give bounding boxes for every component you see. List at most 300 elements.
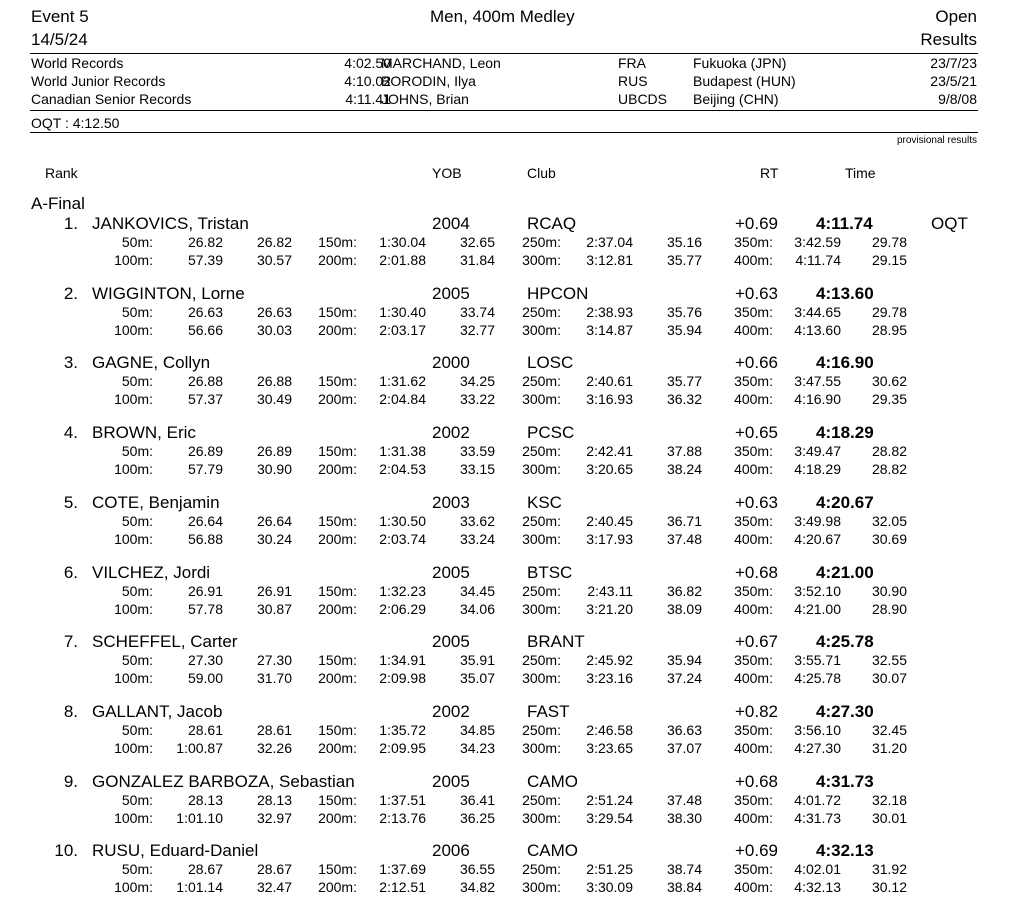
split-cumulative: 4:01.72 — [794, 792, 841, 808]
split-cumulative: 1:30.04 — [379, 234, 426, 250]
split-cumulative: 3:20.65 — [586, 461, 633, 477]
athlete-club: KSC — [527, 493, 562, 512]
record-code: UBCDS — [618, 91, 668, 107]
split-cumulative: 2:46.58 — [586, 722, 633, 738]
record-date: 23/5/21 — [930, 73, 977, 89]
split-lap: 32.65 — [459, 234, 495, 250]
split-distance: 150m: — [318, 443, 357, 459]
record-code: RUS — [618, 73, 648, 89]
split-cumulative: 3:23.65 — [586, 740, 633, 756]
final-label: A-Final — [31, 194, 85, 213]
split-cumulative: 4:02.01 — [794, 861, 841, 877]
reaction-time: +0.68 — [735, 772, 779, 791]
split-cumulative: 3:17.93 — [586, 531, 633, 547]
split-lap: 32.47 — [256, 879, 292, 895]
split-distance: 400m: — [734, 879, 773, 895]
split-lap: 35.94 — [666, 322, 702, 338]
final-time: 4:25.78 — [816, 632, 874, 651]
split-lap: 38.24 — [666, 461, 702, 477]
split-distance: 400m: — [734, 740, 773, 756]
split-distance: 100m: — [114, 391, 153, 407]
split-lap: 35.07 — [459, 670, 495, 686]
split-distance: 250m: — [522, 304, 561, 320]
athlete-club: LOSC — [527, 353, 574, 372]
record-label: Canadian Senior Records — [31, 91, 192, 107]
split-lap: 37.88 — [666, 443, 702, 459]
split-cumulative: 1:00.87 — [176, 740, 223, 756]
split-lap: 37.48 — [666, 531, 702, 547]
split-lap: 27.30 — [256, 652, 292, 668]
athlete-club: RCAQ — [527, 214, 577, 233]
split-distance: 250m: — [522, 861, 561, 877]
athlete-club: CAMO — [527, 772, 578, 791]
split-distance: 400m: — [734, 531, 773, 547]
split-lap: 30.87 — [256, 601, 292, 617]
athlete-club: BTSC — [527, 563, 573, 582]
athlete-yob: 2002 — [432, 702, 470, 721]
split-lap: 35.91 — [459, 652, 495, 668]
split-cumulative: 3:52.10 — [794, 583, 841, 599]
split-distance: 100m: — [114, 601, 153, 617]
split-lap: 32.45 — [871, 722, 907, 738]
split-cumulative: 2:12.51 — [379, 879, 426, 895]
split-lap: 28.95 — [871, 322, 907, 338]
split-cumulative: 2:03.74 — [379, 531, 426, 547]
split-distance: 300m: — [522, 601, 561, 617]
split-distance: 50m: — [121, 792, 153, 808]
split-lap: 26.89 — [256, 443, 292, 459]
split-cumulative: 3:12.81 — [586, 252, 633, 268]
split-lap: 36.32 — [666, 391, 702, 407]
split-lap: 29.35 — [871, 391, 907, 407]
split-lap: 30.90 — [871, 583, 907, 599]
reaction-time: +0.82 — [735, 702, 779, 721]
split-distance: 150m: — [318, 234, 357, 250]
result-rank: 6. — [63, 563, 78, 582]
split-distance: 50m: — [121, 722, 153, 738]
event-number: Event 5 — [31, 7, 89, 26]
split-distance: 200m: — [318, 810, 357, 826]
final-time: 4:11.74 — [816, 214, 873, 233]
split-distance: 250m: — [522, 792, 561, 808]
split-lap: 31.84 — [459, 252, 495, 268]
event-date: 14/5/24 — [31, 30, 88, 49]
split-cumulative: 1:30.50 — [379, 513, 426, 529]
final-time: 4:20.67 — [816, 493, 874, 512]
split-lap: 33.62 — [459, 513, 495, 529]
split-lap: 38.30 — [666, 810, 702, 826]
split-distance: 300m: — [522, 740, 561, 756]
reaction-time: +0.66 — [735, 353, 779, 372]
split-distance: 400m: — [734, 670, 773, 686]
split-cumulative: 3:44.65 — [794, 304, 841, 320]
split-distance: 150m: — [318, 373, 357, 389]
split-lap: 28.82 — [871, 461, 907, 477]
column-club: Club — [527, 165, 556, 181]
split-cumulative: 1:37.51 — [379, 792, 426, 808]
split-distance: 200m: — [318, 252, 357, 268]
reaction-time: +0.69 — [735, 841, 779, 860]
split-cumulative: 2:40.61 — [586, 373, 633, 389]
split-cumulative: 26.89 — [187, 443, 223, 459]
split-lap: 30.90 — [256, 461, 292, 477]
record-date: 23/7/23 — [930, 55, 977, 71]
split-distance: 300m: — [522, 670, 561, 686]
final-time: 4:16.90 — [816, 353, 874, 372]
final-time: 4:21.00 — [816, 563, 874, 582]
split-cumulative: 57.78 — [187, 601, 223, 617]
athlete-name: GALLANT, Jacob — [92, 702, 223, 721]
split-distance: 350m: — [734, 234, 773, 250]
split-cumulative: 1:35.72 — [379, 722, 426, 738]
split-cumulative: 4:11.74 — [795, 252, 841, 268]
split-cumulative: 2:38.93 — [586, 304, 633, 320]
split-distance: 300m: — [522, 461, 561, 477]
split-distance: 250m: — [522, 513, 561, 529]
split-cumulative: 2:03.17 — [379, 322, 426, 338]
split-distance: 150m: — [318, 792, 357, 808]
split-lap: 35.16 — [666, 234, 702, 250]
split-distance: 200m: — [318, 879, 357, 895]
split-cumulative: 2:04.53 — [379, 461, 426, 477]
reaction-time: +0.63 — [735, 493, 779, 512]
oqt-divider — [30, 132, 978, 133]
record-label: World Junior Records — [31, 73, 166, 89]
split-cumulative: 1:32.23 — [379, 583, 426, 599]
split-distance: 350m: — [734, 513, 773, 529]
split-distance: 50m: — [121, 443, 153, 459]
split-distance: 50m: — [121, 373, 153, 389]
split-lap: 34.06 — [459, 601, 495, 617]
split-cumulative: 1:31.62 — [379, 373, 426, 389]
split-lap: 31.70 — [256, 670, 292, 686]
athlete-club: CAMO — [527, 841, 578, 860]
column-yob: YOB — [432, 165, 462, 181]
split-lap: 26.64 — [256, 513, 292, 529]
split-distance: 50m: — [121, 234, 153, 250]
split-distance: 50m: — [121, 861, 153, 877]
athlete-club: BRANT — [527, 632, 585, 651]
result-rank: 5. — [63, 493, 78, 512]
split-lap: 26.88 — [256, 373, 292, 389]
record-holder: JOHNS, Brian — [381, 91, 469, 107]
split-cumulative: 57.37 — [187, 391, 223, 407]
split-lap: 34.85 — [459, 722, 495, 738]
split-cumulative: 2:04.84 — [379, 391, 426, 407]
result-rank: 3. — [63, 353, 78, 372]
split-cumulative: 3:21.20 — [586, 601, 633, 617]
event-title: Men, 400m Medley — [430, 7, 575, 26]
athlete-name: SCHEFFEL, Carter — [92, 632, 238, 651]
oqt-standard: OQT : 4:12.50 — [31, 115, 120, 131]
split-distance: 300m: — [522, 879, 561, 895]
split-cumulative: 2:42.41 — [586, 443, 633, 459]
split-lap: 36.55 — [459, 861, 495, 877]
split-cumulative: 4:21.00 — [794, 601, 841, 617]
split-distance: 350m: — [734, 443, 773, 459]
split-cumulative: 2:51.25 — [586, 861, 633, 877]
athlete-yob: 2000 — [432, 353, 470, 372]
reaction-time: +0.65 — [735, 423, 779, 442]
split-distance: 300m: — [522, 531, 561, 547]
split-lap: 28.90 — [871, 601, 907, 617]
record-place: Budapest (HUN) — [693, 73, 796, 89]
athlete-name: JANKOVICS, Tristan — [92, 214, 249, 233]
final-time: 4:32.13 — [816, 841, 874, 860]
record-time: 4:11.41 — [345, 91, 391, 107]
split-lap: 33.24 — [459, 531, 495, 547]
split-lap: 33.59 — [459, 443, 495, 459]
split-distance: 50m: — [121, 583, 153, 599]
split-distance: 100m: — [114, 252, 153, 268]
athlete-name: VILCHEZ, Jordi — [92, 563, 211, 582]
split-cumulative: 2:09.98 — [379, 670, 426, 686]
record-label: World Records — [31, 55, 124, 71]
split-cumulative: 4:31.73 — [794, 810, 841, 826]
split-lap: 30.24 — [256, 531, 292, 547]
split-lap: 36.63 — [666, 722, 702, 738]
split-lap: 32.18 — [871, 792, 907, 808]
split-distance: 250m: — [522, 373, 561, 389]
split-cumulative: 3:55.71 — [794, 652, 841, 668]
split-lap: 26.91 — [256, 583, 292, 599]
record-place: Fukuoka (JPN) — [693, 55, 787, 71]
athlete-yob: 2005 — [432, 632, 470, 651]
split-cumulative: 2:40.45 — [586, 513, 633, 529]
split-cumulative: 26.91 — [187, 583, 223, 599]
split-lap: 34.45 — [459, 583, 495, 599]
split-distance: 350m: — [734, 583, 773, 599]
split-lap: 36.71 — [666, 513, 702, 529]
split-cumulative: 27.30 — [187, 652, 223, 668]
split-lap: 36.82 — [666, 583, 702, 599]
split-distance: 400m: — [734, 322, 773, 338]
split-cumulative: 26.64 — [187, 513, 223, 529]
split-lap: 30.69 — [871, 531, 907, 547]
result-rank: 2. — [63, 284, 78, 303]
split-distance: 50m: — [121, 652, 153, 668]
split-lap: 36.25 — [459, 810, 495, 826]
split-distance: 150m: — [318, 652, 357, 668]
reaction-time: +0.68 — [735, 563, 779, 582]
split-distance: 200m: — [318, 531, 357, 547]
header-divider — [30, 53, 978, 54]
provisional-note: provisional results — [896, 135, 977, 146]
split-cumulative: 4:20.67 — [794, 531, 841, 547]
split-distance: 100m: — [114, 531, 153, 547]
split-lap: 36.41 — [459, 792, 495, 808]
split-cumulative: 28.67 — [187, 861, 223, 877]
split-distance: 400m: — [734, 391, 773, 407]
split-distance: 100m: — [114, 740, 153, 756]
record-holder: MARCHAND, Leon — [381, 55, 501, 71]
split-distance: 300m: — [522, 252, 561, 268]
split-cumulative: 56.88 — [187, 531, 223, 547]
record-date: 9/8/08 — [938, 91, 977, 107]
split-distance: 300m: — [522, 391, 561, 407]
final-time: 4:18.29 — [816, 423, 874, 442]
split-distance: 150m: — [318, 304, 357, 320]
split-lap: 35.77 — [666, 252, 702, 268]
split-lap: 37.24 — [666, 670, 702, 686]
split-distance: 200m: — [318, 322, 357, 338]
athlete-yob: 2005 — [432, 284, 470, 303]
reaction-time: +0.63 — [735, 284, 779, 303]
split-lap: 33.15 — [459, 461, 495, 477]
split-distance: 400m: — [734, 252, 773, 268]
result-rank: 8. — [63, 702, 78, 721]
record-holder: BORODIN, Ilya — [381, 73, 476, 89]
split-distance: 200m: — [318, 391, 357, 407]
split-distance: 150m: — [318, 513, 357, 529]
split-lap: 30.62 — [871, 373, 907, 389]
split-lap: 28.82 — [871, 443, 907, 459]
split-distance: 100m: — [114, 322, 153, 338]
athlete-name: COTE, Benjamin — [92, 493, 220, 512]
split-lap: 32.97 — [256, 810, 292, 826]
split-lap: 32.26 — [256, 740, 292, 756]
split-cumulative: 3:47.55 — [794, 373, 841, 389]
split-lap: 29.15 — [871, 252, 907, 268]
athlete-club: PCSC — [527, 423, 575, 442]
split-cumulative: 1:34.91 — [379, 652, 426, 668]
record-place: Beijing (CHN) — [693, 91, 779, 107]
split-lap: 35.94 — [666, 652, 702, 668]
split-cumulative: 57.79 — [187, 461, 223, 477]
split-distance: 300m: — [522, 322, 561, 338]
split-lap: 28.13 — [256, 792, 292, 808]
split-lap: 38.09 — [666, 601, 702, 617]
split-cumulative: 4:18.29 — [794, 461, 841, 477]
athlete-name: WIGGINTON, Lorne — [92, 284, 245, 303]
split-distance: 200m: — [318, 740, 357, 756]
split-lap: 28.61 — [256, 722, 292, 738]
split-distance: 250m: — [522, 722, 561, 738]
split-lap: 29.78 — [871, 234, 907, 250]
split-distance: 150m: — [318, 861, 357, 877]
split-cumulative: 3:49.47 — [794, 443, 841, 459]
split-cumulative: 2:09.95 — [379, 740, 426, 756]
athlete-yob: 2006 — [432, 841, 470, 860]
record-time: 4:02.50 — [344, 55, 391, 71]
split-cumulative: 2:06.29 — [379, 601, 426, 617]
split-distance: 150m: — [318, 583, 357, 599]
qualification-note: OQT — [931, 214, 968, 233]
split-distance: 100m: — [114, 461, 153, 477]
split-cumulative: 1:37.69 — [379, 861, 426, 877]
split-cumulative: 1:31.38 — [379, 443, 426, 459]
split-cumulative: 3:16.93 — [586, 391, 633, 407]
split-cumulative: 2:43.11 — [587, 583, 633, 599]
event-category: Open — [935, 7, 977, 26]
athlete-club: HPCON — [527, 284, 589, 303]
split-cumulative: 28.61 — [187, 722, 223, 738]
split-distance: 200m: — [318, 670, 357, 686]
athlete-club: FAST — [527, 702, 570, 721]
split-cumulative: 2:45.92 — [586, 652, 633, 668]
split-cumulative: 3:29.54 — [586, 810, 633, 826]
split-cumulative: 3:30.09 — [586, 879, 633, 895]
athlete-name: GONZALEZ BARBOZA, Sebastian — [92, 772, 355, 791]
split-distance: 250m: — [522, 234, 561, 250]
split-lap: 30.12 — [871, 879, 907, 895]
split-cumulative: 26.88 — [187, 373, 223, 389]
split-lap: 35.77 — [666, 373, 702, 389]
record-time: 4:10.02 — [344, 73, 391, 89]
split-cumulative: 4:16.90 — [794, 391, 841, 407]
split-distance: 350m: — [734, 861, 773, 877]
records-divider — [30, 110, 978, 111]
athlete-yob: 2003 — [432, 493, 470, 512]
split-distance: 50m: — [121, 513, 153, 529]
split-distance: 350m: — [734, 652, 773, 668]
reaction-time: +0.69 — [735, 214, 779, 233]
split-distance: 250m: — [522, 652, 561, 668]
split-cumulative: 56.66 — [187, 322, 223, 338]
split-cumulative: 26.63 — [187, 304, 223, 320]
split-lap: 34.82 — [459, 879, 495, 895]
split-distance: 200m: — [318, 601, 357, 617]
split-cumulative: 2:51.24 — [586, 792, 633, 808]
split-lap: 33.22 — [459, 391, 495, 407]
result-rank: 1. — [63, 214, 78, 233]
split-lap: 32.55 — [871, 652, 907, 668]
split-cumulative: 59.00 — [187, 670, 223, 686]
split-cumulative: 28.13 — [187, 792, 223, 808]
split-distance: 100m: — [114, 810, 153, 826]
split-lap: 34.23 — [459, 740, 495, 756]
split-distance: 100m: — [114, 879, 153, 895]
split-lap: 26.82 — [256, 234, 292, 250]
split-distance: 400m: — [734, 810, 773, 826]
split-lap: 31.20 — [871, 740, 907, 756]
split-cumulative: 4:32.13 — [794, 879, 841, 895]
split-lap: 35.76 — [666, 304, 702, 320]
athlete-name: GAGNE, Collyn — [92, 353, 211, 372]
split-cumulative: 4:25.78 — [794, 670, 841, 686]
split-cumulative: 4:13.60 — [794, 322, 841, 338]
split-cumulative: 2:13.76 — [379, 810, 426, 826]
column-rank: Rank — [45, 165, 78, 181]
split-lap: 30.03 — [256, 322, 292, 338]
split-lap: 30.57 — [256, 252, 292, 268]
split-distance: 350m: — [734, 792, 773, 808]
result-rank: 10. — [54, 841, 78, 860]
split-lap: 37.48 — [666, 792, 702, 808]
results-status: Results — [920, 30, 977, 49]
athlete-yob: 2005 — [432, 772, 470, 791]
split-cumulative: 4:27.30 — [794, 740, 841, 756]
split-lap: 28.67 — [256, 861, 292, 877]
split-distance: 150m: — [318, 722, 357, 738]
result-rank: 4. — [63, 423, 78, 442]
result-rank: 9. — [63, 772, 78, 791]
split-lap: 30.49 — [256, 391, 292, 407]
split-lap: 29.78 — [871, 304, 907, 320]
split-cumulative: 1:01.14 — [176, 879, 223, 895]
split-distance: 200m: — [318, 461, 357, 477]
split-cumulative: 3:14.87 — [586, 322, 633, 338]
split-distance: 350m: — [734, 722, 773, 738]
split-distance: 300m: — [522, 810, 561, 826]
final-time: 4:27.30 — [816, 702, 874, 721]
athlete-yob: 2005 — [432, 563, 470, 582]
split-lap: 30.01 — [871, 810, 907, 826]
athlete-name: RUSU, Eduard-Daniel — [92, 841, 259, 860]
split-cumulative: 3:56.10 — [794, 722, 841, 738]
reaction-time: +0.67 — [735, 632, 779, 651]
split-distance: 400m: — [734, 601, 773, 617]
